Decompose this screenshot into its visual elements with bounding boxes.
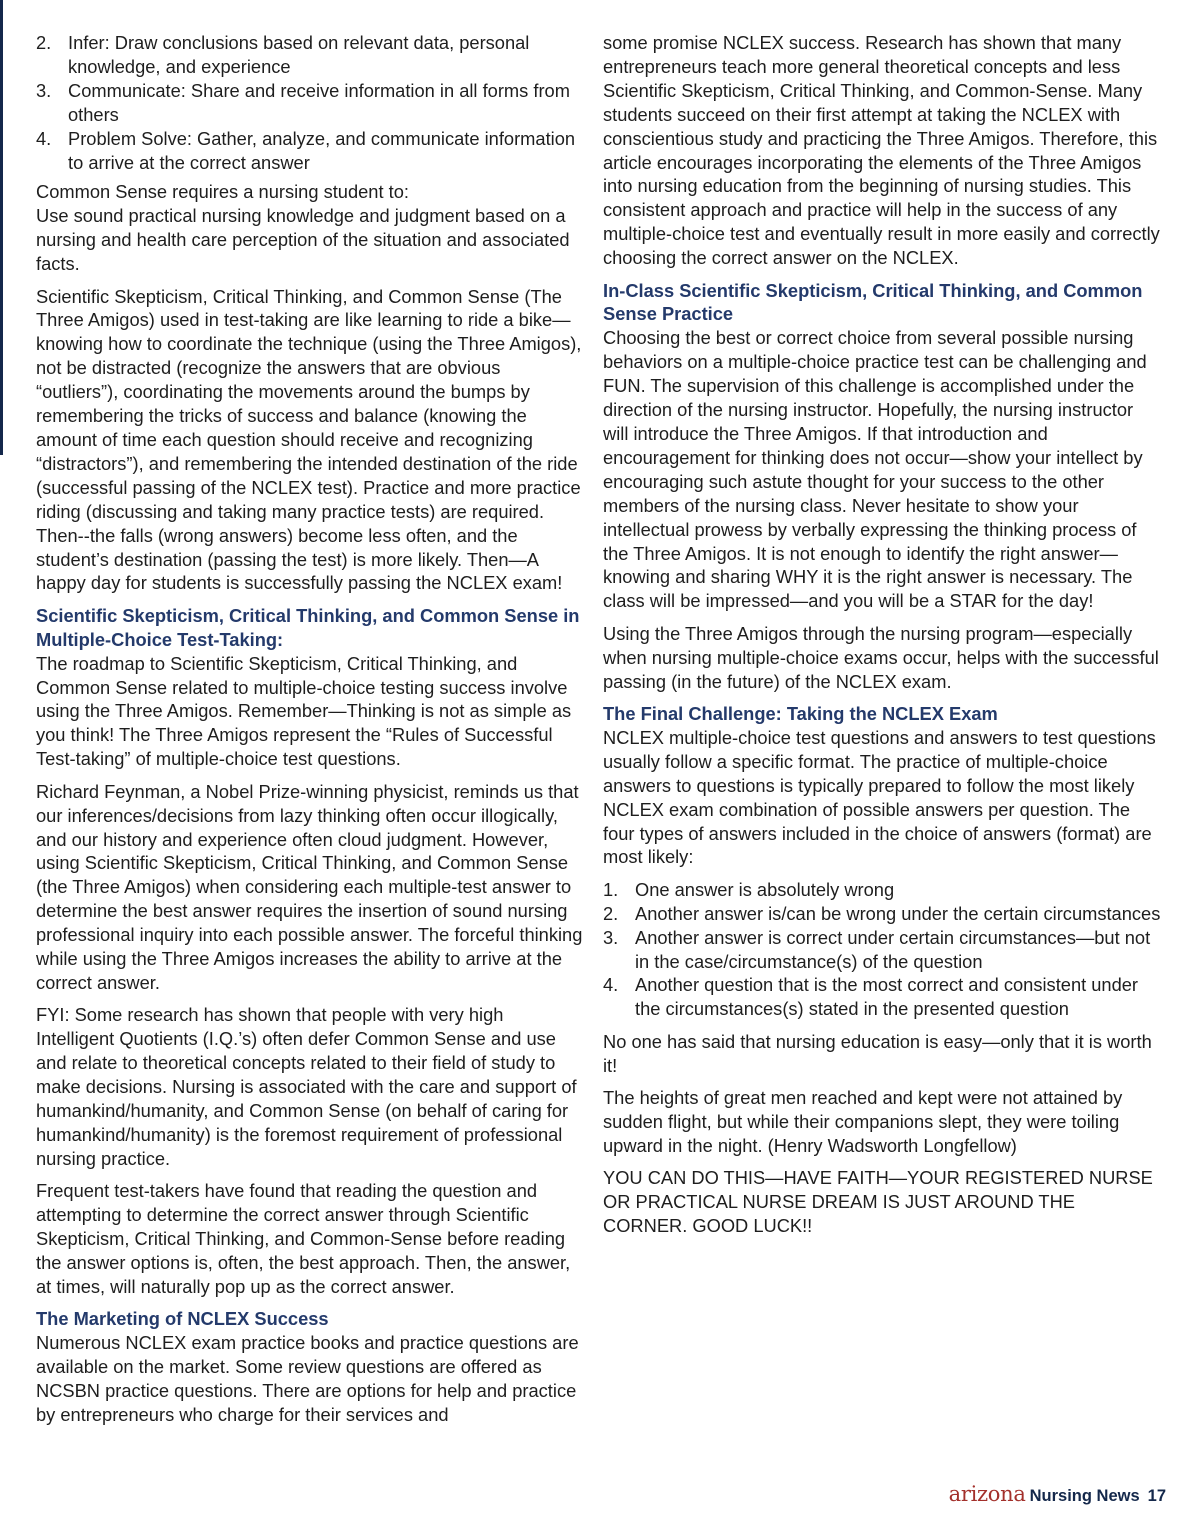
list-text: Infer: Draw conclusions based on relevant data, personal knowledge, and experience [68, 32, 530, 77]
no-one-paragraph: No one has said that nursing education is easy—only that it is worth it! [603, 1030, 1152, 1076]
roadmap-paragraph: The roadmap to Scientific Skepticism, Critical Thinking, and Common Sense related to multiple-choice testing success involve using the Three Amigos. Remember—Thinking is not as simple as you think! The Three Amigos represent the “Rules of Successful Test-taking” of multiple-choice test questions. [36, 652, 572, 770]
bike-paragraph: Scientific Skepticism, Critical Thinking, and Common Sense (The Three Amigos) used in test-taking are like learning to ride a bike—knowing how to coordinate the technique (using the Three Amigos), not be distracted (recognize the answers that are obvious “outliers”), coordinating the movements around the bumps by remembering the tricks of success and balance (knowing the amount of time each question should receive and recognizing “distractors”), and remembering the intended destination of the ride (successful passing of the NCLEX test). Practice and more practice riding (discussing and taking many practice tests) are required. Then--the falls (wrong answers) become less often, and the student’s destination (passing the test) is more likely. Then—A happy day for students is successfully passing the NCLEX exam! [36, 285, 582, 594]
section-heading-multiple-choice: Scientific Skepticism, Critical Thinking, and Common Sense in Multiple-Choice Test-Taking: [36, 604, 580, 650]
left-column [36, 31, 584, 1435]
fyi-paragraph: FYI: Some research has shown that people with very high Intelligent Quotients (I.Q.’s) often defer Common Sense and use and relate to theoretical concepts related to their field of study to make decisions. Nursing is associated with the care and support of humankind/humanity, and Common Sense (on behalf of caring for humankind/humanity) is the foremost requirement of professional nursing practice. [36, 1004, 577, 1169]
frequent-test-takers-paragraph: Frequent test-takers have found that reading the question and attempting to determine the correct answer through Scientific Skepticism, Critical Thinking, and Common-Sense before reading the answer options is, often, the best approach. Then, the answer, at times, will naturally pop up as the correct answer. [36, 1180, 571, 1297]
list-number: 2. [36, 32, 52, 53]
feynman-paragraph: Richard Feynman, a Nobel Prize-winning physicist, reminds us that our inferences/decisions from lazy thinking often occur illogically, and our history and experience often cloud judgment. However, using Scientific Skepticism, Critical Thinking, and Common Sense (the Three Amigos) when considering each multiple-test answer to determine the best answer requires the insertion of sound nursing professional inquiry into each possible answer. The forceful thinking while using the Three Amigos increases the ability to arrive at the correct answer. [36, 780, 583, 993]
page-footer [949, 1482, 1166, 1506]
section-heading-marketing: The Marketing of NCLEX Success [36, 1308, 329, 1330]
list-number: 4. [36, 127, 52, 149]
longfellow-quote-paragraph: The heights of great men reached and kept were not attained by sudden flight, but while their companions slept, they were toiling upward in the night. (Henry Wadsworth Longfellow) [603, 1087, 1123, 1156]
common-sense-body: Use sound practical nursing knowledge and judgment based on a nursing and health care perception of the situation and associated facts. [36, 205, 570, 275]
list-text: Another question that is the most correct and consistent under the circumstances(s) stated in the presented question [635, 974, 1139, 1020]
list-item [603, 902, 1163, 926]
list-text: Another answer is/can be wrong under the certain circumstances [635, 902, 1161, 924]
list-text: Communicate: Share and receive information in all forms from others [68, 79, 570, 125]
list-number: 2. [603, 902, 619, 924]
list-item [36, 31, 584, 79]
answer-types-list [603, 878, 1163, 1021]
common-sense-paragraph [36, 180, 584, 276]
closing-paragraph: YOU CAN DO THIS—HAVE FAITH—YOUR REGISTERED NURSE OR PRACTICAL NURSE DREAM IS JUST AROUND THE CORNER. GOOD LUCK!! [603, 1167, 1153, 1237]
list-number: 3. [603, 926, 619, 948]
list-item [603, 973, 1163, 1021]
list-item [36, 79, 584, 127]
section-heading-final-challenge: The Final Challenge: Taking the NCLEX Exam [603, 702, 998, 724]
list-text: One answer is absolutely wrong [635, 878, 895, 900]
list-item [36, 127, 584, 175]
list-number: 1. [603, 878, 619, 900]
continuation-paragraph: some promise NCLEX success. Research has shown that many entrepreneurs teach more general theoretical concepts and less Scientific Skepticism, Critical Thinking, and Common-Sense. Many students succeed on their first attempt at taking the NCLEX with conscientious study and practicing the Three Amigos. Therefore, this article encourages incorporating the elements of the Three Amigos into nursing education from the beginning of nursing studies. This consistent approach and practice will help in the success of any multiple-choice test and eventually result in more easily and correctly choosing the correct answer on the NCLEX. [603, 32, 1160, 269]
list-text: Another answer is correct under certain circumstances—but not in the case/circumstance(s) of the question [635, 926, 1151, 972]
right-column [603, 31, 1163, 1247]
common-sense-intro: Common Sense requires a nursing student to: [36, 181, 409, 203]
three-amigos-program-paragraph: Using the Three Amigos through the nursing program—especially when nursing multiple-choice exams occur, helps with the successful passing (in the future) of the NCLEX exam. [603, 622, 1159, 692]
list-text: Problem Solve: Gather, analyze, and communicate information to arrive at the correct answer [68, 127, 576, 173]
brand-logo-text: arizona [948, 1482, 1026, 1506]
final-challenge-paragraph: NCLEX multiple-choice test questions and answers to test questions usually follow a specific format. The practice of multiple-choice answers to questions is typically prepared to follow the most likely NCLEX exam combination of possible answers per question. The four types of answers included in the choice of answers (format) are most likely: [603, 726, 1156, 868]
list-item [603, 926, 1163, 974]
skills-list [36, 31, 584, 174]
list-number: 4. [603, 974, 619, 996]
section-heading-in-class: In-Class Scientific Skepticism, Critical Thinking, and Common Sense Practice [603, 279, 1143, 325]
publication-name: Nursing News [1029, 1487, 1140, 1505]
page-edge-bar [0, 0, 3, 455]
page-number: 17 [1147, 1487, 1166, 1505]
list-number: 3. [36, 79, 52, 101]
list-item [603, 878, 1163, 902]
marketing-paragraph: Numerous NCLEX exam practice books and practice questions are available on the market. Some review questions are offered as NCSBN practice questions. There are options for help and practice by entrepreneurs who charge for their services and [36, 1332, 579, 1425]
in-class-paragraph: Choosing the best or correct choice from several possible nursing behaviors on a multiple-choice practice test can be challenging and FUN. The supervision of this challenge is accomplished under the direction of the nursing instructor. Hopefully, the nursing instructor will introduce the Three Amigos. If that introduction and encouragement for thinking does not occur—show your intellect by encouraging such astute thought for your success to the other members of the nursing class. Never hesitate to show your intellectual prowess by verbally expressing the thinking process of the Three Amigos. It is not enough to identify the right answer—knowing and sharing WHY it is the right answer is necessary. The class will be impressed—and you will be a STAR for the day! [603, 327, 1147, 612]
